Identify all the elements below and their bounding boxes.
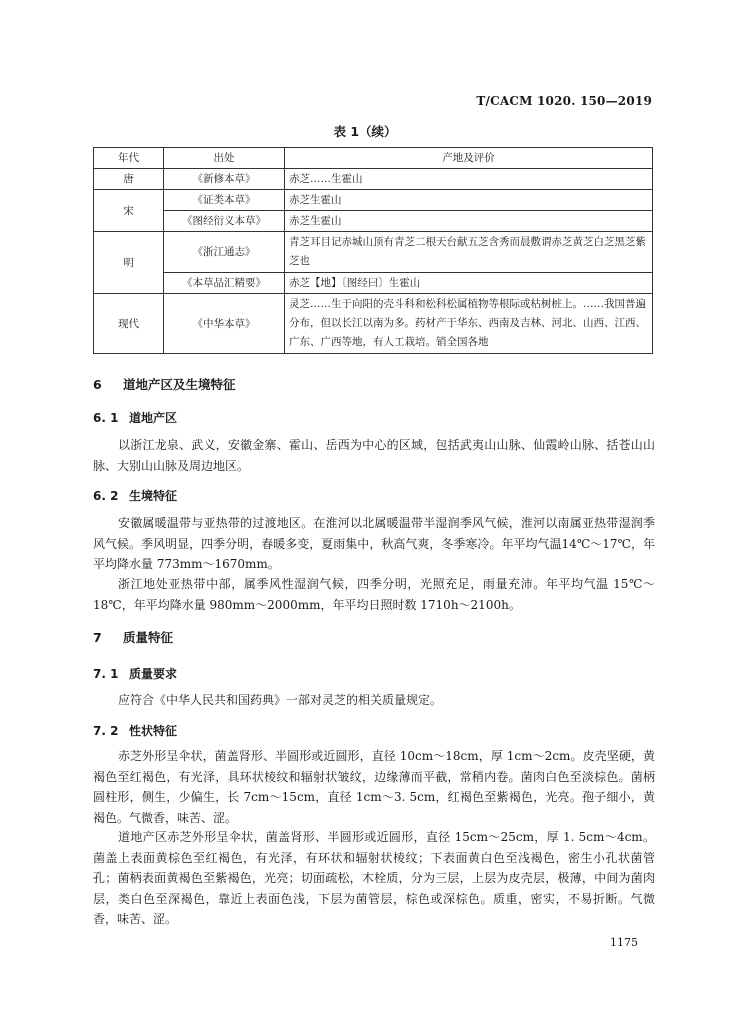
paragraph: 浙江地处亚热带中部，属季风性湿润气候，四季分明，光照充足，雨量充沛。年平均气温 15℃～18℃，年平均降水量 980mm～2000mm，年平均日照时数 1710h～2100h。 xyxy=(93,577,655,612)
table-row xyxy=(94,169,653,190)
table-row xyxy=(94,190,653,211)
desc-cell: 灵芝……生于向阳的壳斗科和松科松属植物等根际或枯树桩上。……我国普遍分布，但以长江以南为多。药材产于华东、西南及吉林、河北、山西、江西、广东、广西等地，有人工栽培。销全国各地 xyxy=(285,294,653,354)
section-title: 道地产区及生境特征 xyxy=(123,377,236,392)
table-header-row xyxy=(94,148,653,169)
table-row xyxy=(94,211,653,232)
paragraph: 道地产区赤芝外形呈伞状，菌盖肾形、半圆形或近圆形，直径 15cm～25cm，厚 1. 5cm～4cm。菌盖上表面黄棕色至红褐色，有光泽，有环状和辐射状棱纹；下表面黄白色至浅褐色，密生小孔状菌管孔；菌柄表面黄褐色至紫褐色，光亮；切面疏松，木栓质，分为三层，上层为皮壳层，极薄，中间为菌肉层，类白色至深褐色，靠近上表面色浅，下层为菌管层，棕色或深棕色。质重，密实，不易折断。气微香，味苦、涩。 xyxy=(93,830,655,926)
desc-cell: 青芝耳目记赤城山顶有青芝二根天台献五芝含秀而晨敷谓赤芝黄芝白芝黑芝紫芝也 xyxy=(285,232,653,273)
section-heading-7 xyxy=(93,628,173,646)
source-cell: 《中华本草》 xyxy=(164,294,285,354)
column-header-origin-evaluation: 产地及评价 xyxy=(285,148,653,169)
source-cell: 《本草品汇精要》 xyxy=(164,273,285,294)
column-header-era: 年代 xyxy=(94,148,164,169)
section-number: 7. 1 xyxy=(93,667,119,681)
table-row xyxy=(94,273,653,294)
section-number: 6 xyxy=(93,377,102,392)
paragraph: 应符合《中华人民共和国药典》一部对灵芝的相关质量规定。 xyxy=(118,693,443,707)
section-heading-6-1 xyxy=(93,409,177,426)
section-heading-7-1 xyxy=(93,665,177,682)
source-cell: 《证类本草》 xyxy=(164,190,285,211)
source-cell: 《图经衍义本草》 xyxy=(164,211,285,232)
desc-cell: 赤芝生霍山 xyxy=(285,211,653,232)
origin-table xyxy=(93,147,653,354)
section-heading-7-2 xyxy=(93,722,177,739)
source-cell: 《浙江通志》 xyxy=(164,232,285,273)
document-id: T/CACM 1020. 150—2019 xyxy=(476,94,652,108)
paragraph: 以浙江龙泉、武义，安徽金寨、霍山、岳西为中心的区域，包括武夷山山脉、仙霞岭山脉、括苍山山脉、大别山山脉及周边地区。 xyxy=(93,438,655,473)
era-cell: 宋 xyxy=(94,190,164,232)
section-title: 性状特征 xyxy=(129,724,178,738)
section-number: 7 xyxy=(93,630,102,645)
table-title: 表 1（续） xyxy=(333,124,397,139)
source-cell: 《新修本草》 xyxy=(164,169,285,190)
desc-cell: 赤芝……生霍山 xyxy=(285,169,653,190)
era-cell: 唐 xyxy=(94,169,164,190)
paragraph: 赤芝外形呈伞状，菌盖肾形、半圆形或近圆形，直径 10cm～18cm，厚 1cm～2cm。皮壳坚硬，黄褐色至红褐色，有光泽，具环状棱纹和辐射状皱纹，边缘薄而平截，常稍内卷。菌肉白色至淡棕色。菌柄圆柱形，侧生，少偏生，长 7cm～15cm，直径 1cm～3. 5cm，红褐色至紫褐色，光亮。孢子细小，黄褐色。气微香，味苦、涩。 xyxy=(93,749,655,825)
section-title: 道地产区 xyxy=(129,411,178,425)
paragraph: 安徽属暖温带与亚热带的过渡地区。在淮河以北属暖温带半湿润季风气候，淮河以南属亚热带湿润季风气候。季风明显，四季分明，春暖多变，夏雨集中，秋高气爽，冬季寒冷。年平均气温14℃～17℃，年平均降水量 773mm～1670mm。 xyxy=(93,516,655,571)
column-header-source: 出处 xyxy=(164,148,285,169)
desc-cell: 赤芝【地】〔图经曰〕生霍山 xyxy=(285,273,653,294)
era-cell: 现代 xyxy=(94,294,164,354)
desc-cell: 赤芝生霍山 xyxy=(285,190,653,211)
page-number: 1175 xyxy=(610,936,638,949)
section-heading-6-2 xyxy=(93,487,177,504)
section-title: 生境特征 xyxy=(129,489,178,503)
section-title: 质量要求 xyxy=(129,667,178,681)
table-row xyxy=(94,232,653,273)
section-number: 6. 1 xyxy=(93,411,119,425)
section-number: 7. 2 xyxy=(93,724,119,738)
era-cell: 明 xyxy=(94,232,164,294)
section-title: 质量特征 xyxy=(123,630,174,645)
section-heading-6 xyxy=(93,375,236,393)
table-row xyxy=(94,294,653,354)
section-number: 6. 2 xyxy=(93,489,119,503)
